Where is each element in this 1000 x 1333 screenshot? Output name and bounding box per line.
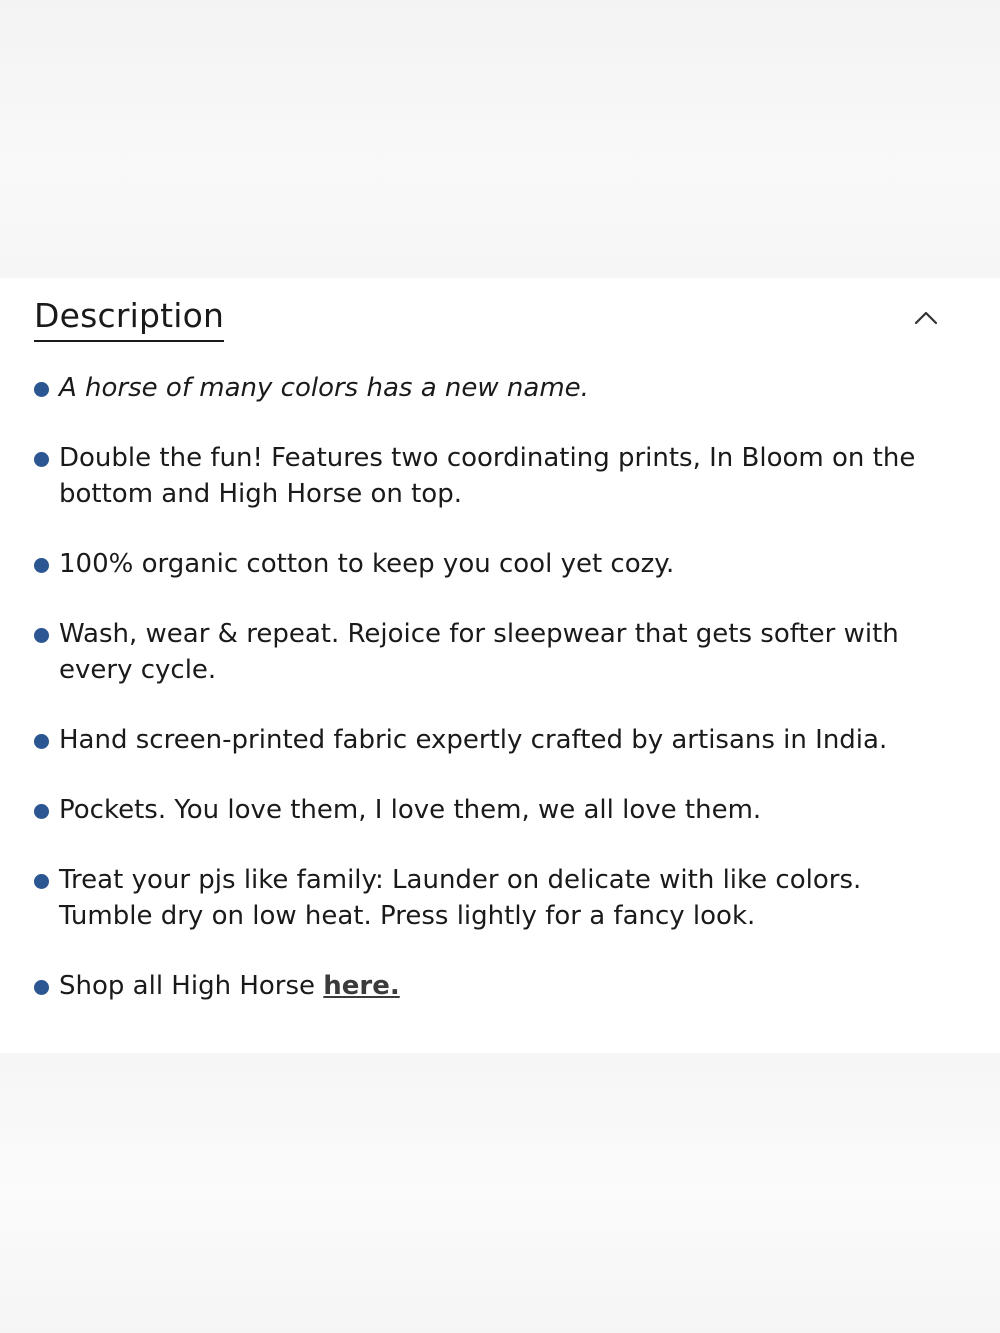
bullet-text: Treat your pjs like family: Launder on delicate with like colors. Tumble dry on low heat. Press lightly for a fancy look.	[59, 865, 862, 931]
bullet-dot-icon	[34, 980, 49, 995]
list-item	[34, 792, 954, 828]
bullet-text: 100% organic cotton to keep you cool yet cozy.	[59, 549, 675, 579]
bullet-dot-icon	[34, 558, 49, 573]
description-accordion-toggle[interactable]	[34, 294, 954, 344]
bullet-dot-icon	[34, 804, 49, 819]
list-item	[34, 968, 954, 1004]
bullet-text: Pockets. You love them, I love them, we all love them.	[59, 795, 762, 825]
bullet-text: Wash, wear & repeat. Rejoice for sleepwear that gets softer with every cycle.	[59, 619, 899, 685]
list-item	[34, 862, 954, 934]
bullet-dot-icon	[34, 382, 49, 397]
list-item	[34, 440, 954, 512]
description-panel	[0, 278, 1000, 1053]
chevron-up-icon[interactable]	[914, 306, 938, 330]
list-item	[34, 370, 954, 406]
list-item	[34, 616, 954, 688]
list-item	[34, 722, 954, 758]
bottom-background	[0, 1053, 1000, 1333]
list-item	[34, 546, 954, 582]
description-list	[34, 370, 954, 1038]
bullet-text: Hand screen-printed fabric expertly crafted by artisans in India.	[59, 725, 888, 755]
shop-all-link[interactable]: here.	[323, 971, 400, 1001]
shop-text: Shop all High Horse	[59, 971, 324, 1001]
bullet-dot-icon	[34, 734, 49, 749]
top-background	[0, 0, 1000, 278]
bullet-text: A horse of many colors has a new name.	[59, 373, 589, 403]
bullet-dot-icon	[34, 628, 49, 643]
bullet-text: Double the fun! Features two coordinating prints, In Bloom on the bottom and High Horse on top.	[59, 443, 916, 509]
bullet-dot-icon	[34, 452, 49, 467]
bullet-dot-icon	[34, 874, 49, 889]
description-title: Description	[34, 294, 224, 342]
